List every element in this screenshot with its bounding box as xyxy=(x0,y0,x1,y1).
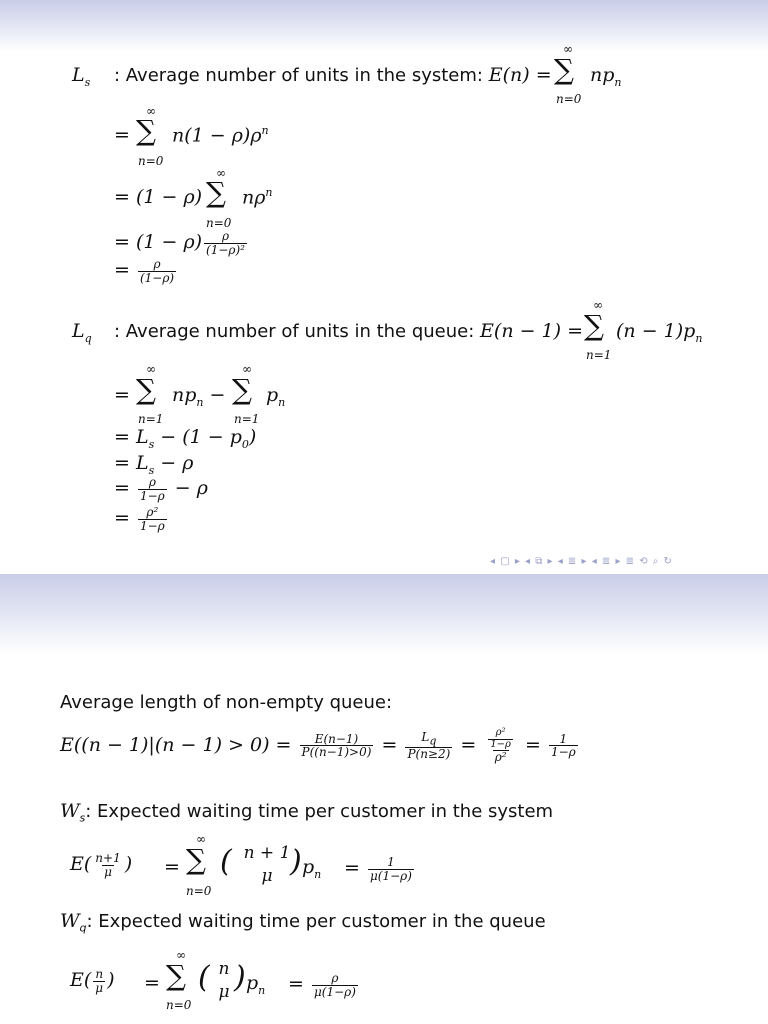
ws-heading: $W_s$: Expected waiting time per customer in the system xyxy=(60,800,554,825)
ws-pn: $p_n$ xyxy=(302,856,322,881)
ls-step4: = $\frac{\rho}{(1-\rho)}$ xyxy=(114,257,175,285)
nonempty-queue-equation: E((n − 1)|(n − 1) > 0) = $\frac{E(n-1)}{P((n-1)>0)}$ = $\frac{L_q}{P(n\ge 2)}$ = $\frac{\frac{\text{ρ²}}{1-\rho}}{\text{ρ²}}$ = $\frac{1}{1-\rho}$ xyxy=(60,727,576,764)
lq-sigma-top: ∞ xyxy=(593,298,603,312)
wq-pn: $p_n$ xyxy=(246,972,266,997)
lq-def-term: $(n - 1)p_n$ xyxy=(616,320,703,345)
lq-step1-sigma-b: ∑ xyxy=(232,373,252,406)
lq-symbol: $L_q$ xyxy=(72,320,92,345)
lq-step1-term-a: $np_n$ − xyxy=(172,384,226,409)
ws-result: = $\frac{1}{\mu(1-\rho)}$ xyxy=(344,855,412,883)
header-band xyxy=(0,0,768,52)
ws-close-paren: ) xyxy=(290,844,302,879)
lq-description: : Average number of units in the queue: E(n − 1) = xyxy=(114,320,584,342)
ws-sigma-bottom: n=0 xyxy=(186,884,212,898)
ls-symbol: $L_s$ xyxy=(72,64,91,89)
ls-step3: = (1 − ρ) $\frac{\rho}{\text{(1−ρ)²}}$ xyxy=(114,229,245,257)
ls-step1-term: $n(1 - \rho)\rho^n$ xyxy=(172,124,269,147)
lq-step1-sigma-b-bottom: n=1 xyxy=(234,412,260,426)
ls-step2-term: $n\rho^n$ xyxy=(242,186,273,209)
ws-open-paren: ( xyxy=(220,844,232,879)
ws-lhs: E( $\frac{n+1}{\mu}$ ) xyxy=(70,851,133,879)
slide-1: $L_s$ : Average number of units in the system: E(n) = ∞ ∑ n=0 $np_n$ = ∞ ∑ n=0 $n(1 - \rho)\rho^n$ = (1 − ρ) ∞ ∑ n=0 $n\rho^n$ = (1 − ρ) $\frac{\rho}{\text{(1−ρ)²}}$ = $\frac{\rho}{(1-\rho)}$ $L_q$ : Average number of units in the queue: E(n − 1) = ∞ ∑ n=1 $(n - 1)p_n$ = ∞ ∑ n=1 $np_n$ − ∞ ∑ n=1 $p_n$ = $L_s - (1 - p_0)$ = $L_s - \rho$ = $\frac{\rho}{1-\rho}$ − ρ = $\frac{\text{ρ²}}{1-\rho}$ ◂ ▢ ▸ ◂ ⧉ ▸ ◂ ≣ ▸ ◂ ≣ ▸ ≣ ⟲ ⌕ ↻ xyxy=(0,0,768,574)
lq-step5: = $\frac{\text{ρ²}}{1-\rho}$ xyxy=(114,505,165,533)
ws-sigma-top: ∞ xyxy=(196,832,206,846)
ws-sigma: ∑ xyxy=(186,843,206,876)
lq-sigma-bottom: n=1 xyxy=(586,348,612,362)
lq-step1-eq: = xyxy=(114,384,130,406)
beamer-navigation-icons[interactable]: ◂ ▢ ▸ ◂ ⧉ ▸ ◂ ≣ ▸ ◂ ≣ ▸ ≣ ⟲ ⌕ ↻ xyxy=(490,556,673,567)
wq-paren-fraction: n μ xyxy=(218,959,230,1002)
wq-sigma-top: ∞ xyxy=(176,948,186,962)
nonempty-queue-title: Average length of non-empty queue: xyxy=(60,692,393,713)
lq-step2: = $L_s - (1 - p_0)$ xyxy=(114,426,257,451)
ls-def-term: $np_n$ xyxy=(590,64,622,89)
wq-eq: = xyxy=(144,972,160,994)
lq-sigma: ∑ xyxy=(584,309,604,342)
wq-heading: $W_q$: Expected waiting time per customer in the queue xyxy=(60,910,546,935)
ls-step1-sigma-bottom: n=0 xyxy=(138,154,164,168)
lq-step4: = $\frac{\rho}{1-\rho}$ − ρ xyxy=(114,475,208,503)
wq-lhs: E( $\frac{n}{\mu}$ ) xyxy=(70,967,115,995)
header-band xyxy=(0,574,768,654)
lq-step3: = $L_s - \rho$ xyxy=(114,452,194,477)
ls-sigma-top: ∞ xyxy=(563,42,573,56)
ls-step2-pre: = (1 − ρ) xyxy=(114,186,203,208)
wq-result: = $\frac{\rho}{\mu(1-\rho)}$ xyxy=(288,971,356,999)
wq-open-paren: ( xyxy=(198,960,210,995)
lq-step1-term-b: $p_n$ xyxy=(266,384,286,409)
wq-close-paren: ) xyxy=(234,960,246,995)
ws-paren-fraction: n + 1 μ xyxy=(243,843,291,886)
wq-sigma: ∑ xyxy=(166,959,186,992)
ls-step1-eq: = xyxy=(114,124,130,146)
ls-step1-sigma: ∑ xyxy=(136,114,156,147)
ls-sigma: ∑ xyxy=(554,53,574,86)
ls-step2-sigma-bottom: n=0 xyxy=(206,216,232,230)
ls-step2-sigma: ∑ xyxy=(206,176,226,209)
ls-sigma-bottom: n=0 xyxy=(556,92,582,106)
lq-step1-sigma-a: ∑ xyxy=(136,373,156,406)
slide-2 xyxy=(0,574,768,1024)
wq-sigma-bottom: n=0 xyxy=(166,998,192,1012)
lq-step1-sigma-a-bottom: n=1 xyxy=(138,412,164,426)
ws-eq: = xyxy=(164,856,180,878)
ls-description: : Average number of units in the system: E(n) = xyxy=(114,64,552,86)
